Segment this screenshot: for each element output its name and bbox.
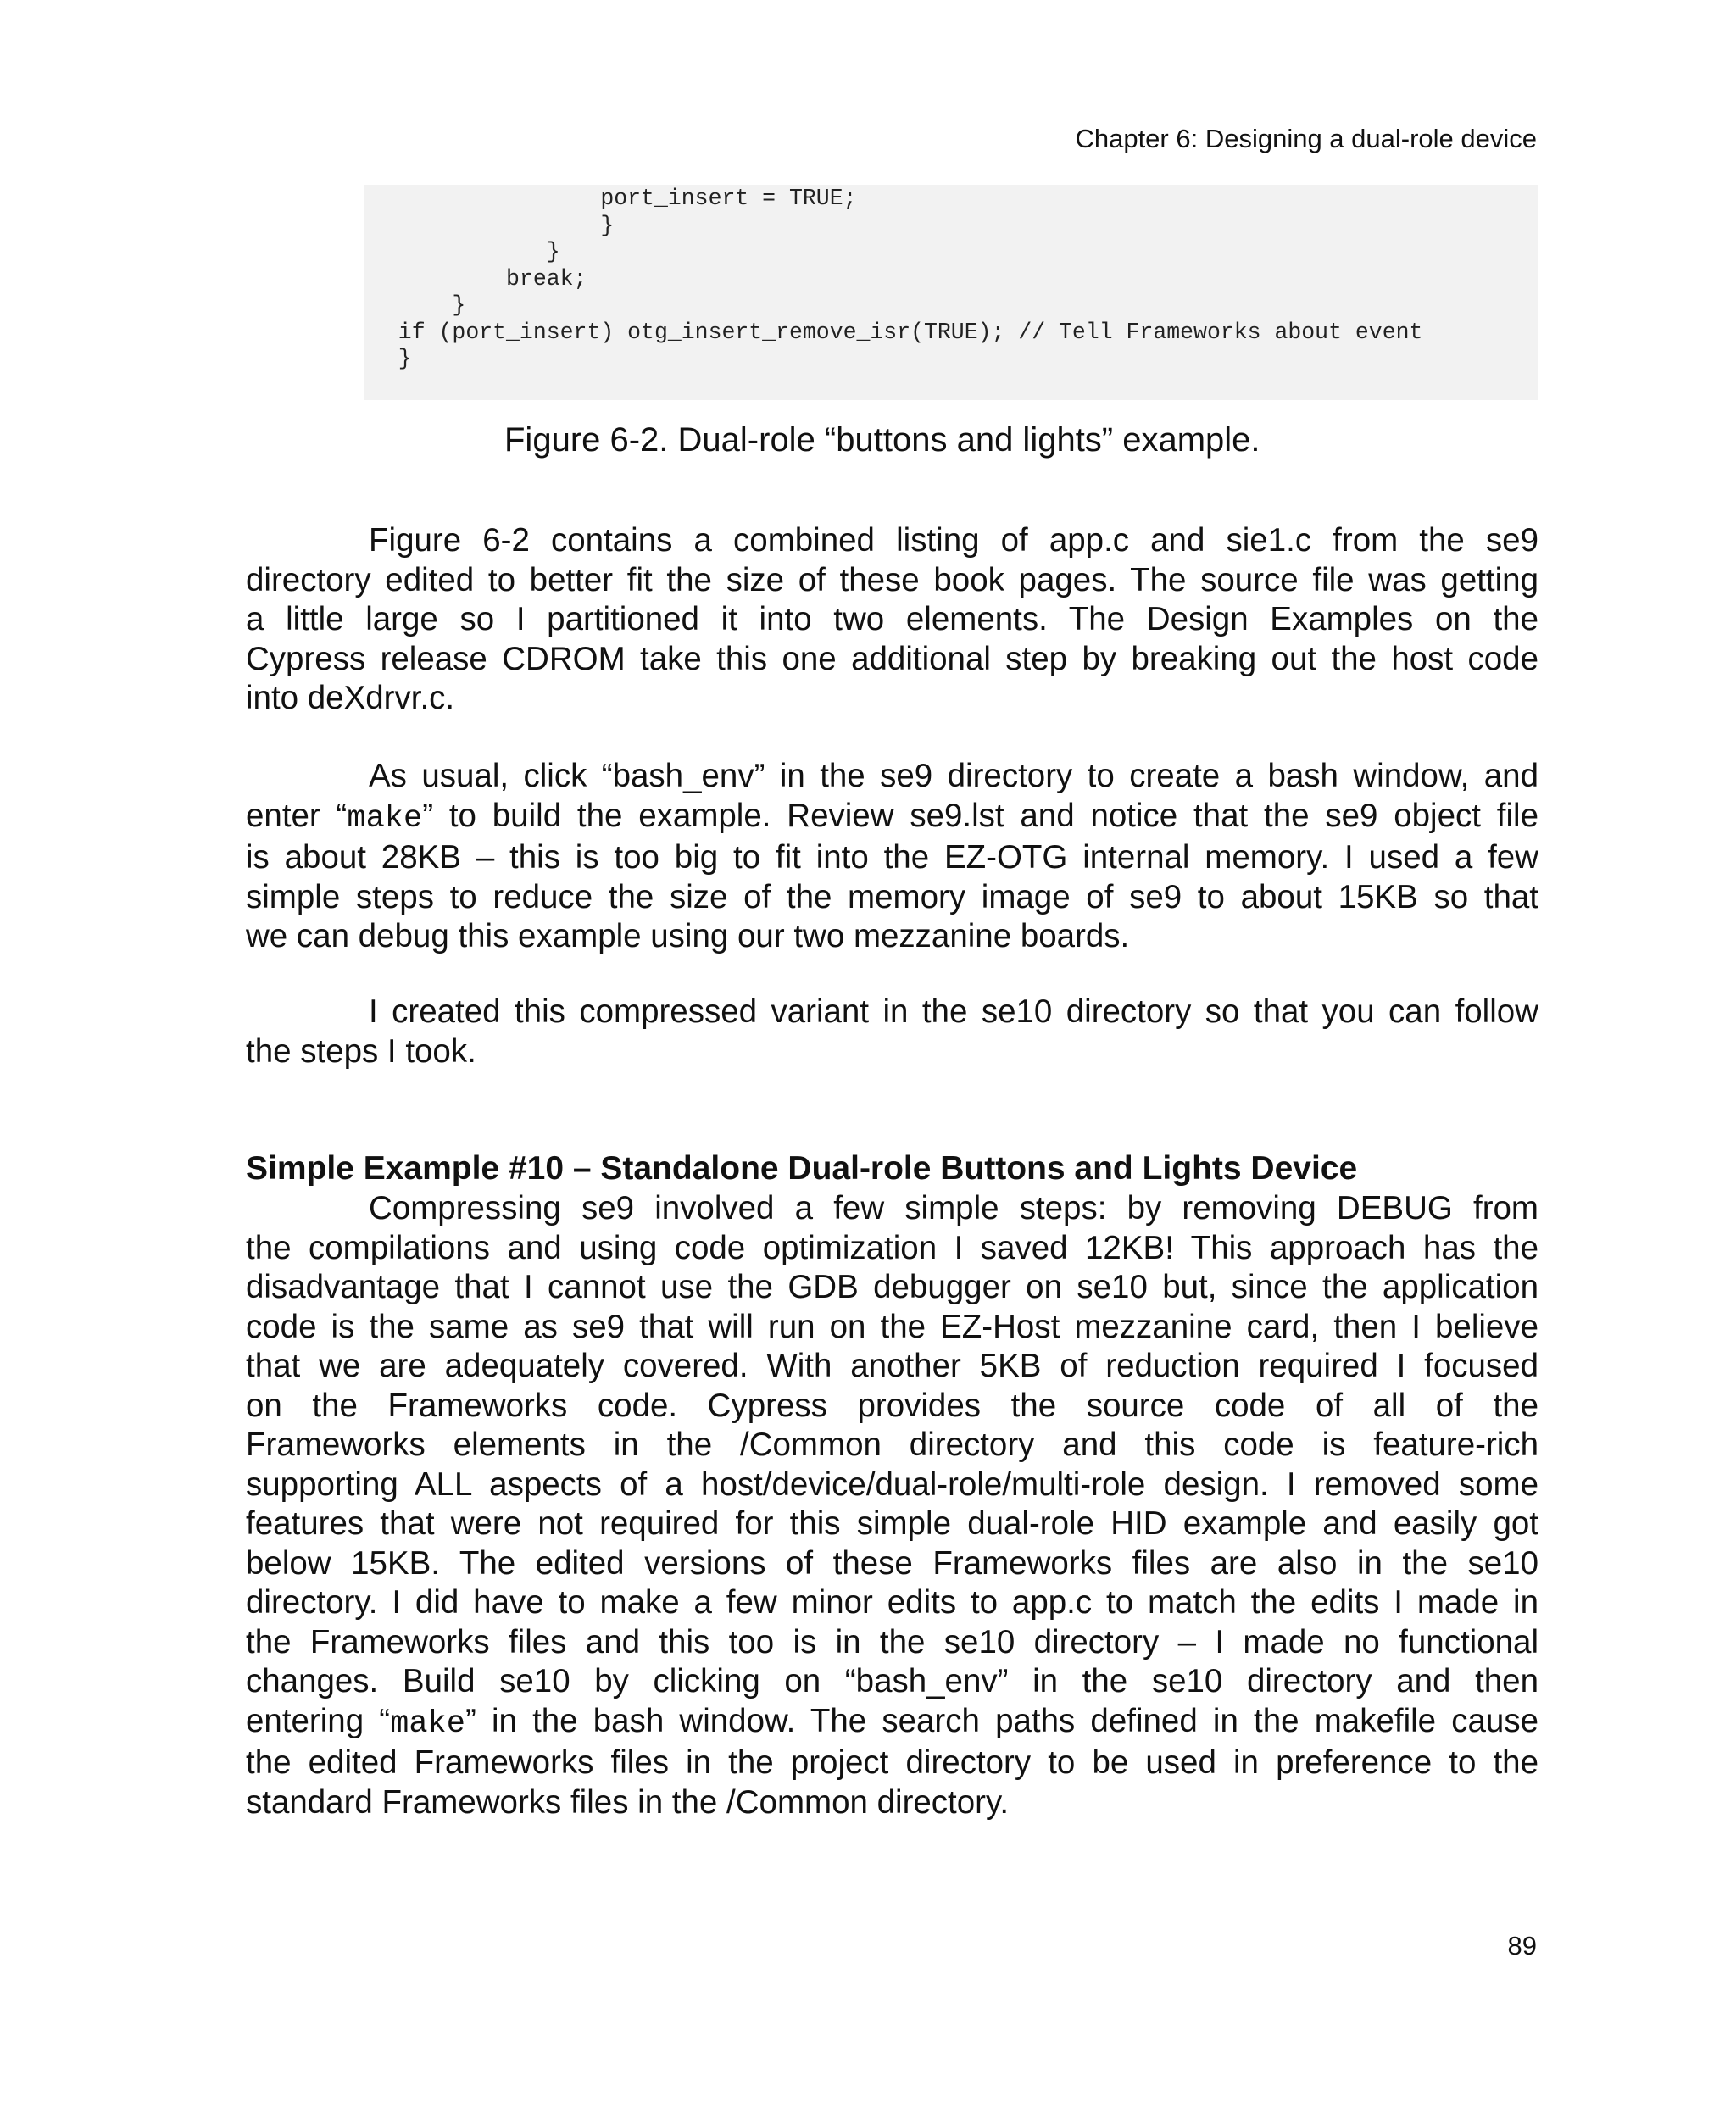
text-line: is about 28KB – this is too big to fit into the EZ-OTG internal memory. I used a few — [246, 839, 1538, 876]
paragraph — [246, 993, 1538, 1071]
paragraph — [246, 757, 1538, 957]
inline-code: make — [347, 800, 423, 837]
text-line: the compilations and using code optimization I saved 12KB! This approach has the — [246, 1229, 1538, 1266]
text-line: disadvantage that I cannot use the GDB debugger on se10 but, since the application — [246, 1269, 1538, 1305]
code-line: break; — [371, 266, 587, 292]
text-line: simple steps to reduce the size of the memory image of se9 to about 15KB so that — [246, 878, 1538, 915]
section-body — [246, 1189, 1538, 1822]
text-line: below 15KB. The edited versions of these Frameworks files are also in the se10 — [246, 1544, 1538, 1582]
text-fragment: ” in the bash window. The search paths defined in the makefile cause — [465, 1702, 1538, 1739]
text-line: on the Frameworks code. Cypress provides the source code of all of the — [246, 1387, 1538, 1424]
text-line: Figure 6-2 contains a combined listing of app.c and sie1.c from the se9 — [369, 522, 1538, 559]
code-line: } — [371, 213, 615, 238]
code-line: } — [371, 292, 466, 318]
figure-caption: Figure 6-2. Dual-role “buttons and lights” example. — [504, 421, 1260, 459]
code-line: } — [371, 346, 412, 371]
text-line: features that were not required for this simple dual-role HID example and easily got — [246, 1505, 1538, 1542]
text-line: As usual, click “bash_env” in the se9 directory to create a bash window, and — [369, 758, 1538, 794]
text-fragment: entering “ — [246, 1702, 391, 1739]
text-line: directory edited to better fit the size of these book pages. The source file was getting — [246, 561, 1538, 598]
text-line: code is the same as se9 that will run on the EZ-Host mezzanine card, then I believe — [246, 1308, 1538, 1345]
text-line: the steps I took. — [246, 1032, 476, 1070]
inline-code: make — [390, 1705, 465, 1742]
text-line: Compressing se9 involved a few simple steps: by removing DEBUG from — [369, 1190, 1538, 1226]
code-line: port_insert = TRUE; — [371, 186, 857, 211]
text-line: Frameworks elements in the /Common directory and this code is feature-rich — [246, 1427, 1538, 1463]
text-line: I created this compressed variant in the se10 directory so that you can follow — [369, 993, 1538, 1030]
text-line: Cypress release CDROM take this one additional step by breaking out the host code — [246, 640, 1538, 677]
text-line: that we are adequately covered. With another 5KB of reduction required I focused — [246, 1348, 1538, 1384]
text-line: changes. Build se10 by clicking on “bash_env” in the se10 directory and then — [246, 1663, 1538, 1699]
running-header: Chapter 6: Designing a dual-role device — [1075, 124, 1537, 153]
text-line: standard Frameworks files in the /Common directory. — [246, 1783, 1010, 1821]
code-line: if (port_insert) otg_insert_remove_isr(TRUE); // Tell Frameworks about event — [371, 320, 1423, 345]
page-number: 89 — [1507, 1931, 1537, 1961]
text-line: a little large so I partitioned it into two elements. The Design Examples on the — [246, 601, 1538, 637]
text-line — [246, 797, 1538, 839]
text-line: into deXdrvr.c. — [246, 680, 455, 716]
text-fragment: enter “ — [246, 797, 348, 834]
code-line: } — [371, 239, 560, 264]
code-listing — [364, 185, 1538, 400]
text-line: directory. I did have to make a few minor edits to app.c to match the edits I made in — [246, 1584, 1538, 1621]
text-line: the Frameworks files and this too is in the se10 directory – I made no functional — [246, 1623, 1538, 1660]
text-line: the edited Frameworks files in the project directory to be used in preference to the — [246, 1744, 1538, 1781]
section-heading: Simple Example #10 – Standalone Dual-role Buttons and Lights Device — [246, 1150, 1358, 1187]
text-line — [246, 1702, 1538, 1744]
text-line: we can debug this example using our two mezzanine boards. — [246, 918, 1130, 954]
paragraph — [246, 521, 1538, 719]
text-fragment: ” to build the example. Review se9.lst and notice that the se9 object file — [422, 797, 1538, 834]
text-line: supporting ALL aspects of a host/device/dual-role/multi-role design. I removed some — [246, 1466, 1538, 1503]
